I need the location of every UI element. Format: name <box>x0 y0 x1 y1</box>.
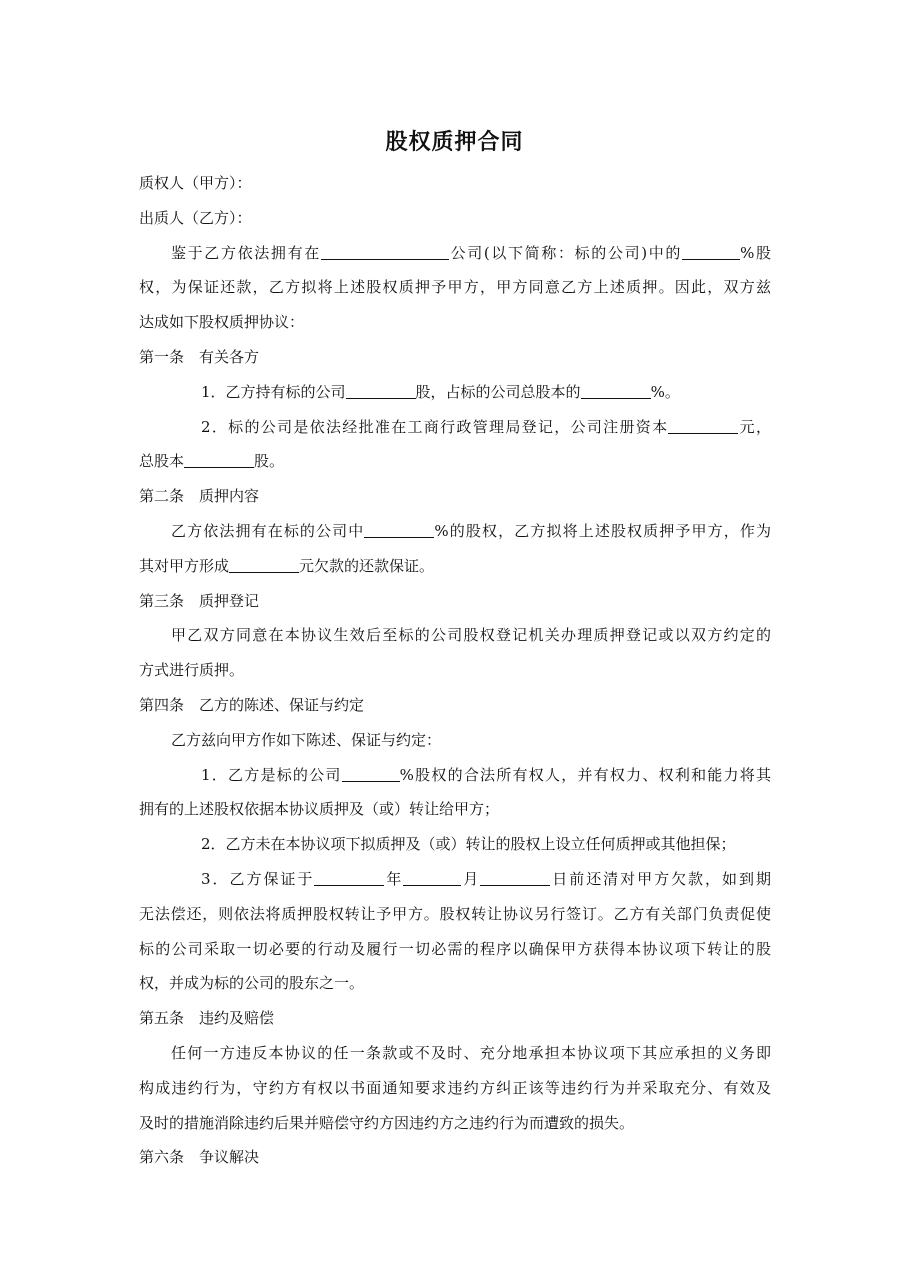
article-3-line-2: 方式进行质押。 <box>139 661 245 680</box>
article-4-intro: 乙方兹向甲方作如下陈述、保证与约定： <box>171 730 442 749</box>
year-blank <box>314 869 384 886</box>
registered-capital-blank <box>668 417 738 434</box>
article-text: %股权的合法所有权人，并有权力、权利和能力将其 <box>399 765 771 784</box>
article-1-item-1 <box>139 375 771 410</box>
article-1-item-2-cont <box>139 444 771 479</box>
article-text: 日前还清对甲方欠款，如到期 <box>550 869 771 888</box>
preamble-line-3: 达成如下股权质押协议： <box>139 313 305 332</box>
shares-held-blank <box>346 382 416 399</box>
preamble-text: 鉴于乙方依法拥有在 <box>171 243 321 262</box>
article-text: 总股本 <box>139 452 185 471</box>
page-title: 股权质押合同 <box>385 129 524 155</box>
preamble-line-1 <box>139 236 771 271</box>
article-1-heading: 第一条 有关各方 <box>139 347 260 366</box>
preamble-text: 公司(以下简称：标的公司)中的 <box>448 243 683 262</box>
article-6-heading: 第六条 争议解决 <box>139 1148 260 1167</box>
article-5-line-3: 及时的措施消除违约后果并赔偿守约方因违约方之违约行为而遭致的损失。 <box>139 1113 635 1132</box>
article-4-item-3-line-4: 权，并成为标的公司的股东之一。 <box>139 974 365 993</box>
article-2-heading: 第二条 质押内容 <box>139 487 260 506</box>
article-4-item-3 <box>139 862 771 897</box>
article-5-heading: 第五条 违约及赔偿 <box>139 1009 275 1028</box>
article-4-item-2: 2．乙方未在本协议项下拟质押及（或）转让的股权上设立任何质押或其他担保； <box>201 835 736 854</box>
article-4-item-1 <box>139 758 771 793</box>
article-3-heading: 第三条 质押登记 <box>139 591 260 610</box>
article-text: 年 <box>384 869 404 888</box>
article-text: 元欠款的还款保证。 <box>299 556 435 575</box>
preamble-text: %股 <box>740 243 771 262</box>
article-text: 1．乙方持有标的公司 <box>201 382 346 401</box>
article-text: %的股权，乙方拟将上述股权质押予甲方，作为 <box>434 521 771 540</box>
article-text: %。 <box>650 382 680 401</box>
preamble-line-2: 权，为保证还款，乙方拟将上述股权质押予甲方，甲方同意乙方上述质押。因此，双方兹 <box>139 278 771 297</box>
article-1-item-2 <box>139 410 771 445</box>
article-text: 月 <box>461 869 481 888</box>
pledgor-line: 出质人（乙方）： <box>139 208 252 227</box>
article-text: 3．乙方保证于 <box>201 869 315 888</box>
article-text: 元， <box>738 417 771 436</box>
article-4-item-1-cont: 拥有的上述股权依据本协议质押及（或）转让给甲方； <box>139 800 500 819</box>
article-4-heading: 第四条 乙方的陈述、保证与约定 <box>139 695 365 714</box>
article-4-item-3-line-3: 标的公司采取一切必要的行动及履行一切必需的程序以确保甲方获得本协议项下转让的股 <box>139 939 771 958</box>
pledged-percent-blank <box>364 521 434 538</box>
article-text: 1．乙方是标的公司 <box>201 765 342 784</box>
article-5-line-1: 任何一方违反本协议的任一条款或不及时、充分地承担本协议项下其应承担的义务即 <box>171 1043 771 1062</box>
share-ratio-blank <box>581 382 651 399</box>
article-5-line-2: 构成违约行为，守约方有权以书面通知要求违约方纠正该等违约行为并采取充分、有效及 <box>139 1078 771 1097</box>
month-blank <box>403 869 461 886</box>
article-text: 股。 <box>254 452 285 471</box>
article-text: 股，占标的公司总股本的 <box>415 382 581 401</box>
debt-amount-blank <box>229 556 299 573</box>
article-2-line-2 <box>139 549 771 584</box>
article-text: 其对甲方形成 <box>139 556 230 575</box>
article-3-line-1: 甲乙双方同意在本协议生效后至标的公司股权登记机关办理质押登记或以双方约定的 <box>171 626 771 645</box>
article-text: 乙方依法拥有在标的公司中 <box>171 521 365 540</box>
owned-percent-blank <box>342 765 400 782</box>
article-2-line-1 <box>139 514 771 549</box>
article-4-item-3-line-2: 无法偿还，则依法将质押股权转让予甲方。股权转让协议另行签订。乙方有关部门负责促使 <box>139 904 771 923</box>
article-text: 2．标的公司是依法经批准在工商行政管理局登记，公司注册资本 <box>201 417 669 436</box>
contract-body <box>139 166 771 1175</box>
total-shares-blank <box>184 451 254 468</box>
company-name-blank <box>321 243 449 260</box>
equity-percent-blank <box>682 243 740 260</box>
pledgee-line: 质权人（甲方）： <box>139 174 252 192</box>
day-blank <box>480 869 550 886</box>
